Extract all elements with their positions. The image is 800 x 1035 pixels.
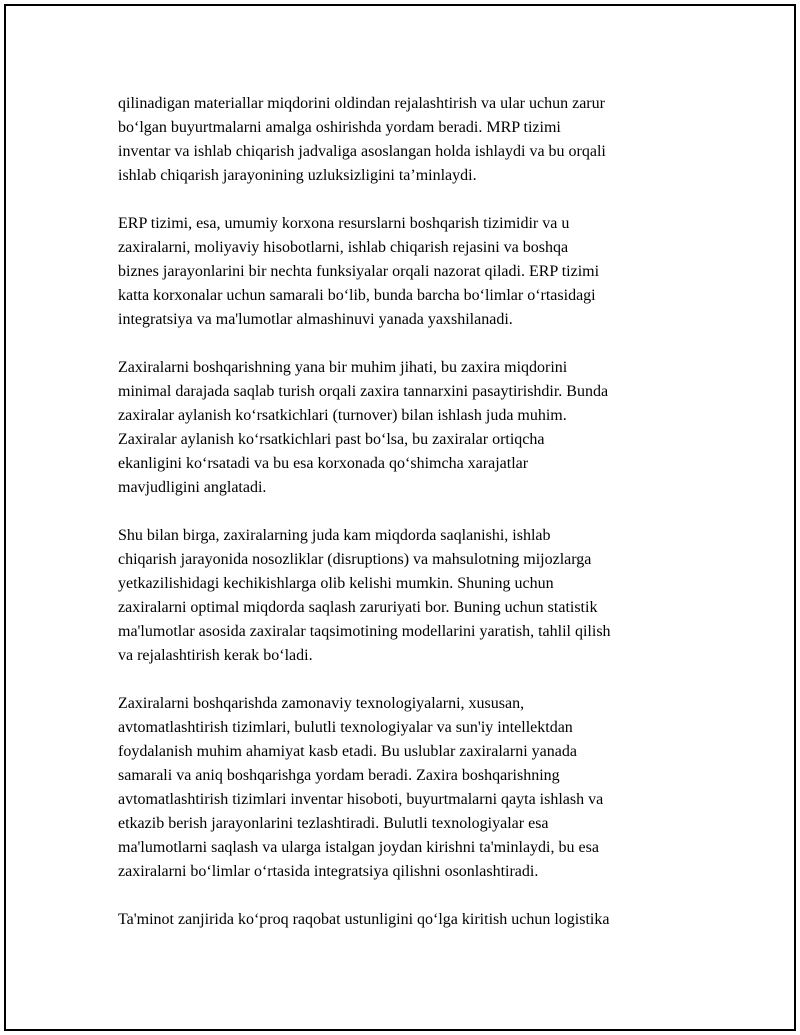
paragraph-technology bbox=[118, 692, 686, 884]
text-line: ma'lumotlar asosida zaxiralar taqsimotining modellarini yaratish, tahlil qilish bbox=[118, 623, 611, 640]
text-line: inventar va ishlab chiqarish jadvaliga asoslangan holda ishlaydi va bu orqali bbox=[118, 143, 606, 160]
text-line: ekanligini ko‘rsatadi va bu esa korxonada qo‘shimcha xarajatlar bbox=[118, 455, 529, 472]
text-line: zaxiralarni optimal miqdorda saqlash zaruriyati bor. Buning uchun statistik bbox=[118, 599, 598, 616]
text-line: avtomatlashtirish tizimlari, bulutli texnologiyalar va sun'iy intellektdan bbox=[118, 719, 573, 736]
text-line: chiqarish jarayonida nosozliklar (disruptions) va mahsulotning mijozlarga bbox=[118, 551, 592, 568]
document-body bbox=[118, 92, 686, 956]
text-line: biznes jarayonlarini bir nechta funksiyalar orqali nazorat qiladi. ERP tizimi bbox=[118, 263, 600, 280]
text-line: yetkazilishidagi kechikishlarga olib kelishi mumkin. Shuning uchun bbox=[118, 575, 554, 592]
paragraph-logistics bbox=[118, 908, 686, 932]
text-line: Zaxiralarni boshqarishda zamonaviy texnologiyalarni, xususan, bbox=[118, 695, 525, 712]
text-line: integratsiya va ma'lumotlar almashinuvi yanada yaxshilanadi. bbox=[118, 311, 513, 328]
paragraph-disruptions bbox=[118, 524, 686, 668]
text-line: zaxiralarni bo‘limlar o‘rtasida integratsiya qilishni osonlashtiradi. bbox=[118, 863, 539, 880]
text-line: foydalanish muhim ahamiyat kasb etadi. Bu uslublar zaxiralarni yanada bbox=[118, 743, 577, 760]
paragraph-erp bbox=[118, 212, 686, 332]
text-line: Zaxiralarni boshqarishning yana bir muhim jihati, bu zaxira miqdorini bbox=[118, 359, 568, 376]
text-line: katta korxonalar uchun samarali bo‘lib, bunda barcha bo‘limlar o‘rtasidagi bbox=[118, 287, 596, 304]
text-line: mavjudligini anglatadi. bbox=[118, 479, 267, 496]
text-line: Ta'minot zanjirida ko‘proq raqobat ustunligini qo‘lga kiritish uchun logistika bbox=[118, 911, 610, 928]
text-line: ma'lumotlarni saqlash va ularga istalgan joydan kirishni ta'minlaydi, bu esa bbox=[118, 839, 599, 856]
text-line: zaxiralar aylanish ko‘rsatkichlari (turnover) bilan ishlash juda muhim. bbox=[118, 407, 567, 424]
text-line: etkazib berish jarayonlarini tezlashtiradi. Bulutli texnologiyalar esa bbox=[118, 815, 549, 832]
text-line: Zaxiralar aylanish ko‘rsatkichlari past bo‘lsa, bu zaxiralar ortiqcha bbox=[118, 431, 545, 448]
paragraph-mrp bbox=[118, 92, 686, 188]
paragraph-turnover bbox=[118, 356, 686, 500]
text-line: ERP tizimi, esa, umumiy korxona resurslarni boshqarish tizimidir va u bbox=[118, 215, 570, 232]
text-line: bo‘lgan buyurtmalarni amalga oshirishda yordam beradi. MRP tizimi bbox=[118, 119, 561, 136]
text-line: Shu bilan birga, zaxiralarning juda kam miqdorda saqlanishi, ishlab bbox=[118, 527, 551, 544]
text-line: zaxiralarni, moliyaviy hisobotlarni, ishlab chiqarish rejasini va boshqa bbox=[118, 239, 569, 256]
text-line: samarali va aniq boshqarishga yordam beradi. Zaxira boshqarishning bbox=[118, 767, 560, 784]
text-line: qilinadigan materiallar miqdorini oldindan rejalashtirish va ular uchun zarur bbox=[118, 95, 605, 112]
text-line: avtomatlashtirish tizimlari inventar hisoboti, buyurtmalarni qayta ishlash va bbox=[118, 791, 604, 808]
text-line: minimal darajada saqlab turish orqali zaxira tannarxini pasaytirishdir. Bunda bbox=[118, 383, 609, 400]
text-line: va rejalashtirish kerak bo‘ladi. bbox=[118, 647, 313, 664]
text-line: ishlab chiqarish jarayonining uzluksizligini ta’minlaydi. bbox=[118, 167, 477, 184]
